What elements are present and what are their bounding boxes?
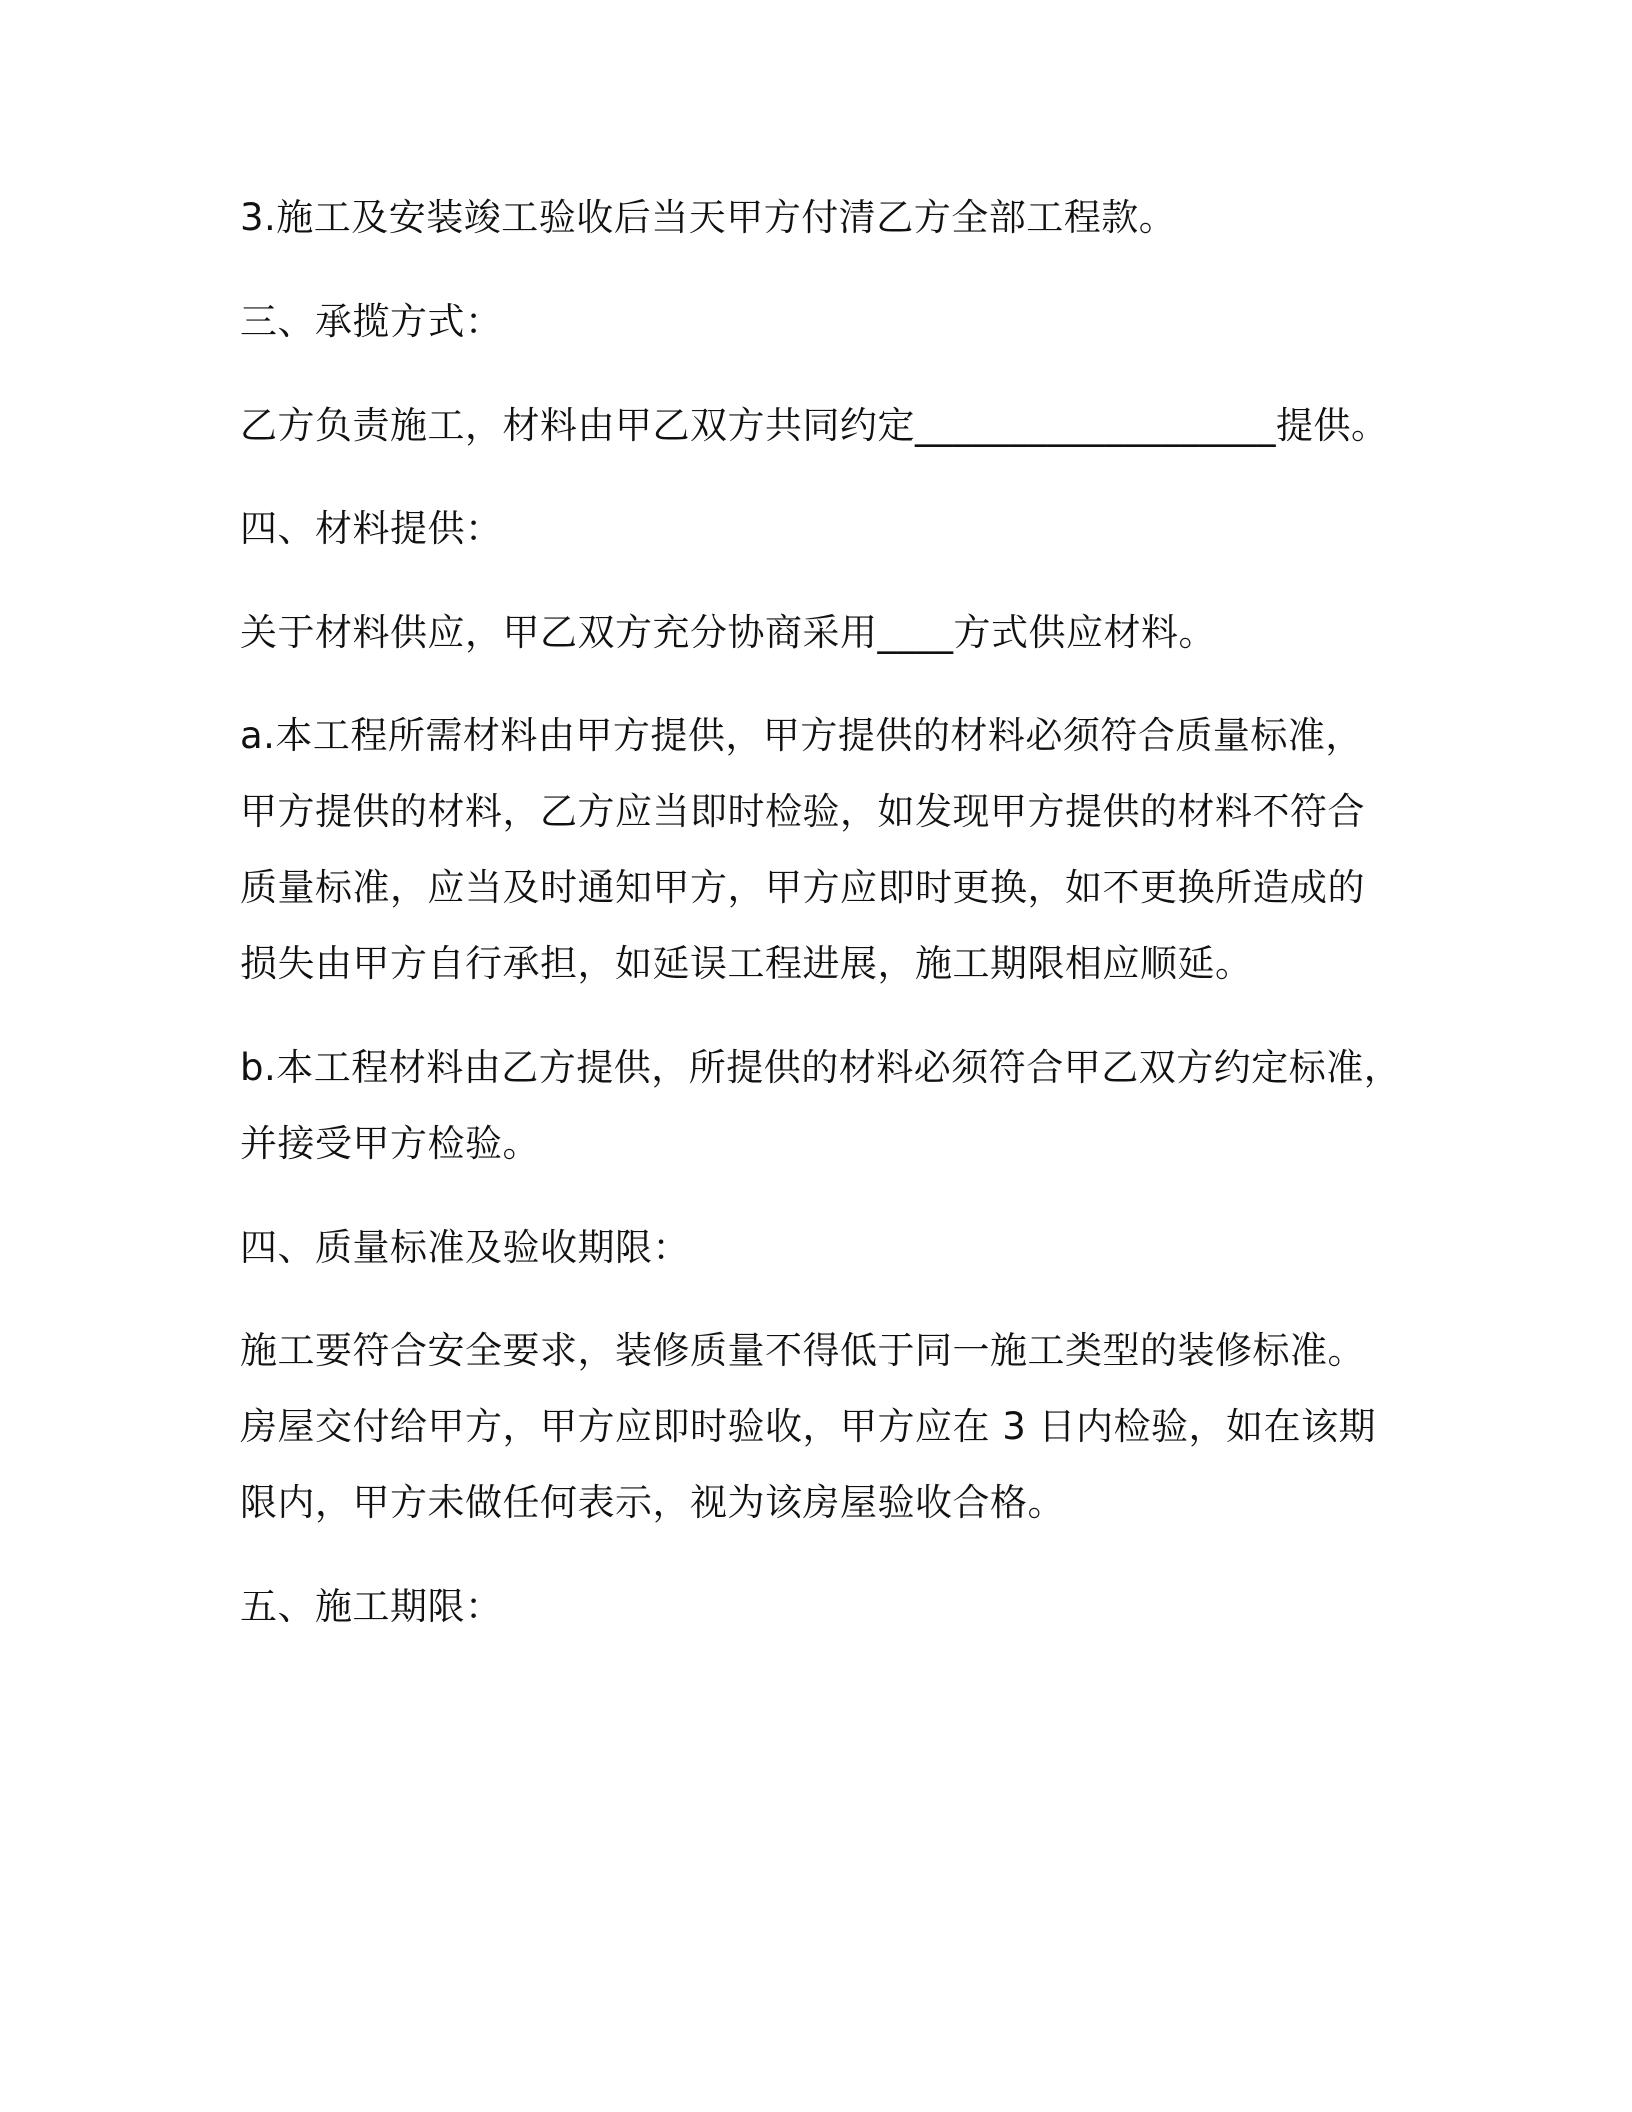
material-clause-b-line-2: 并接受甲方检验。 <box>240 1122 540 1165</box>
quality-text-line-1: 施工要符合安全要求，装修质量不得低于同一施工类型的装修标准。 <box>240 1329 1365 1372</box>
material-supply-text: 关于材料供应，甲乙双方充分协商采用____方式供应材料。 <box>240 611 1216 654</box>
material-clause-a-line-4: 损失由甲方自行承担，如延误工程进展，施工期限相应顺延。 <box>240 942 1253 985</box>
section-heading-contract-method: 三、承揽方式： <box>240 300 503 343</box>
section-heading-material-supply: 四、材料提供： <box>240 507 503 550</box>
quality-text-line-3: 限内，甲方未做任何表示，视为该房屋验收合格。 <box>240 1481 1065 1524</box>
material-clause-a-line-2: 甲方提供的材料，乙方应当即时检验，如发现甲方提供的材料不符合 <box>240 790 1365 833</box>
contract-method-text: 乙方负责施工，材料由甲乙双方共同约定___________________提供。 <box>240 404 1389 447</box>
quality-text-line-2: 房屋交付给甲方，甲方应即时验收，甲方应在 3 日内检验，如在该期 <box>240 1405 1377 1448</box>
material-clause-b-line-1: b.本工程材料由乙方提供，所提供的材料必须符合甲乙双方约定标准， <box>240 1046 1402 1089</box>
section-heading-quality: 四、质量标准及验收期限： <box>240 1226 690 1269</box>
material-clause-a-line-1: a.本工程所需材料由甲方提供，甲方提供的材料必须符合质量标准， <box>240 714 1363 757</box>
material-clause-a-line-3: 质量标准，应当及时通知甲方，甲方应即时更换，如不更换所造成的 <box>240 866 1365 909</box>
section-heading-construction-period: 五、施工期限： <box>240 1585 503 1628</box>
payment-clause-3: 3.施工及安装竣工验收后当天甲方付清乙方全部工程款。 <box>240 196 1177 239</box>
